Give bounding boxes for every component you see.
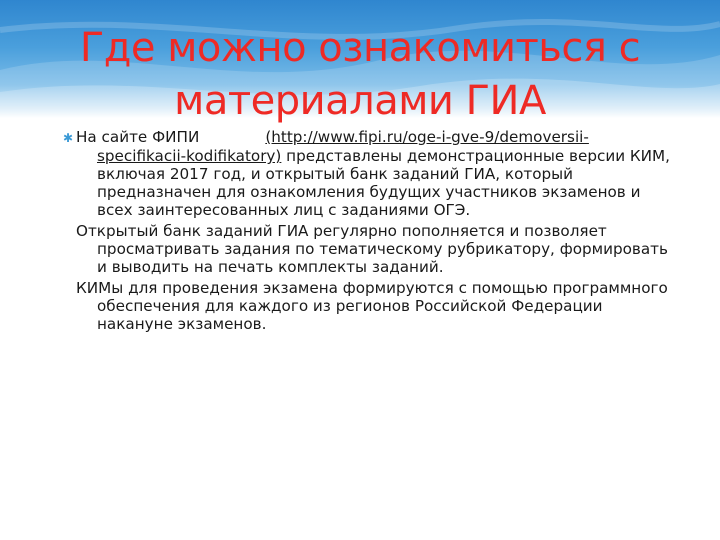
paragraph-fipi-lead: На сайте ФИПИ <box>76 128 200 146</box>
slide-body <box>63 128 676 336</box>
paragraph-open-bank: Открытый банк заданий ГИА регулярно пополняется и позволяет просматривать задания по тематическому рубрикатору, формировать и выводить на печать комплекты заданий. <box>76 222 668 276</box>
paragraph-fipi: ✱ На сайте ФИПИ (http://www.fipi.ru/oge-i-gve-9/demoversii-specifikacii-kodifikatory) представлены демонстрационные версии КИМ, включая 2017 год, и открытый банк заданий ГИА, который предназначен для ознакомления будущих участников экзаменов и всех заинтересованных лиц с заданиями ОГЭ. <box>63 128 670 219</box>
fipi-link[interactable]: (http://www.fipi.ru/oge-i-gve-9/demoversii-specifikacii-kodifikatory) <box>97 128 589 165</box>
slide-title: Где можно ознакомиться с материалами ГИА <box>79 25 641 124</box>
paragraph-kim: КИМы для проведения экзамена формируются с помощью программного обеспечения для каждого из регионов Российской Федерации накануне экзаменов. <box>76 279 668 333</box>
paragraph-fipi-text: представлены демонстрационные версии КИМ, включая 2017 год, и открытый банк заданий ГИА, который предназначен для ознакомления будущих участников экзаменов и всех заинтересованных лиц с заданиями ОГЭ. <box>97 147 670 219</box>
